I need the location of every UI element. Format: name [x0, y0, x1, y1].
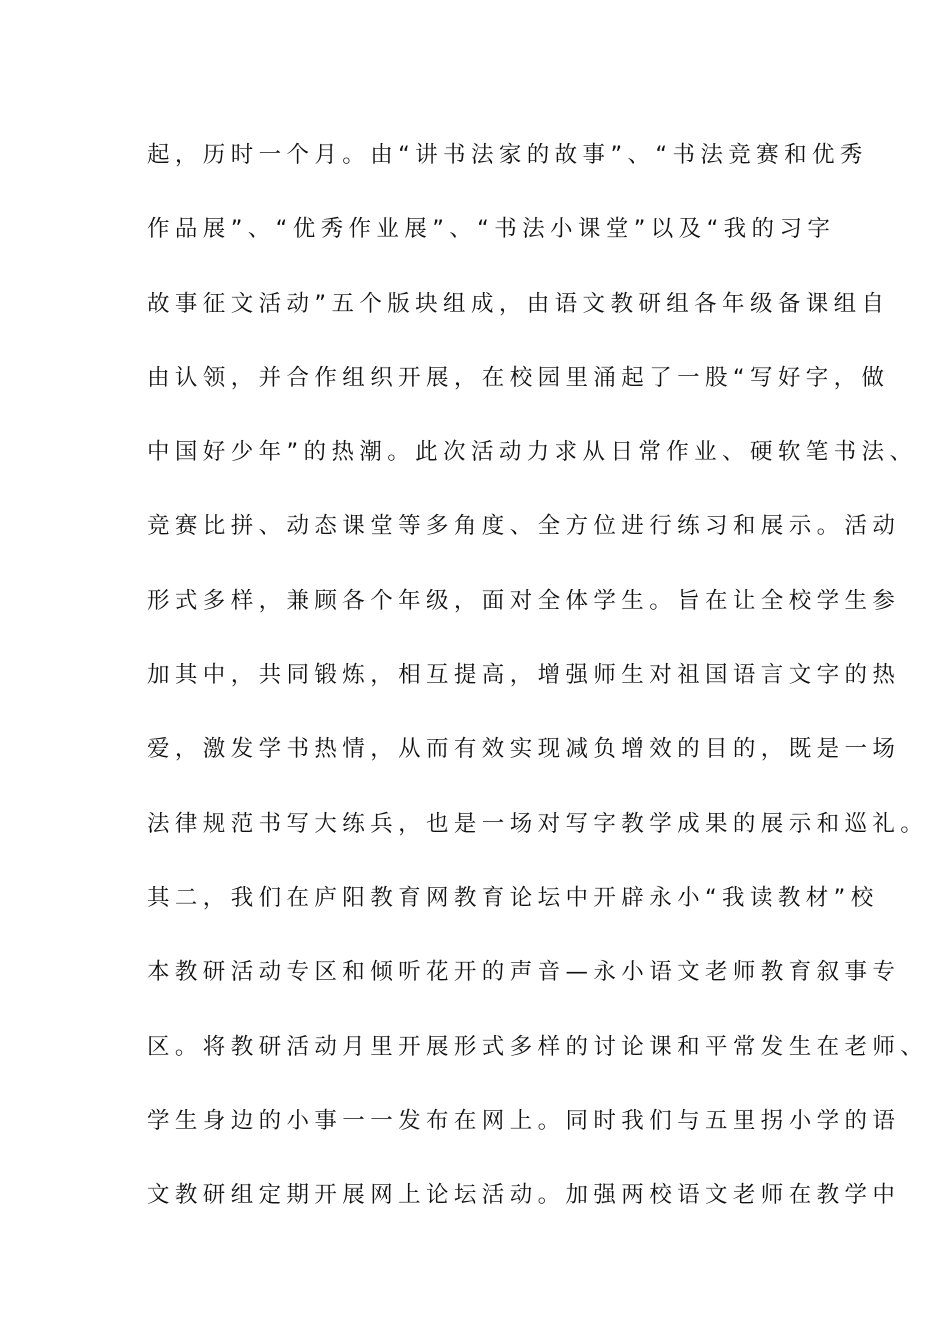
text-line-15: 文教研组定期开展网上论坛活动。加强两校语文老师在教学中 — [147, 1182, 901, 1209]
text-line-6: 竞赛比拼、动态课堂等多角度、全方位进行练习和展示。活动 — [147, 513, 901, 540]
text-line-4: 由认领，并合作组织开展，在校园里涌起了一股“写好字，做 — [147, 364, 890, 391]
text-line-11: 其二，我们在庐阳教育网教育论坛中开辟永小“我读教材”校 — [147, 884, 879, 911]
text-line-14: 学生身边的小事一一发布在网上。同时我们与五里拐小学的语 — [147, 1107, 901, 1134]
text-line-10: 法律规范书写大练兵，也是一场对写字教学成果的展示和巡礼。 — [147, 810, 929, 837]
text-line-9: 爱，激发学书热情，从而有效实现减负增效的目的，既是一场 — [147, 736, 901, 763]
text-line-8: 加其中，共同锻炼，相互提高，增强师生对祖国语言文字的热 — [147, 662, 901, 689]
text-line-3: 故事征文活动”五个版块组成，由语文教研组各年级备课组自 — [147, 290, 890, 317]
text-line-5: 中国好少年”的热潮。此次活动力求从日常作业、硬软笔书法、 — [147, 439, 918, 466]
text-line-7: 形式多样，兼顾各个年级，面对全体学生。旨在让全校学生参 — [147, 587, 901, 614]
text-line-13: 区。将教研活动月里开展形式多样的讨论课和平常发生在老师、 — [147, 1033, 929, 1060]
text-line-2: 作品展”、“优秀作业展”、“书法小课堂”以及“我的习字 — [147, 216, 836, 243]
body-text — [147, 132, 929, 1246]
text-line-1: 起，历时一个月。由“讲书法家的故事”、“书法竞赛和优秀 — [147, 142, 868, 168]
text-line-12: 本教研活动专区和倾听花开的声音—永小语文老师教育叙事专 — [147, 959, 901, 986]
